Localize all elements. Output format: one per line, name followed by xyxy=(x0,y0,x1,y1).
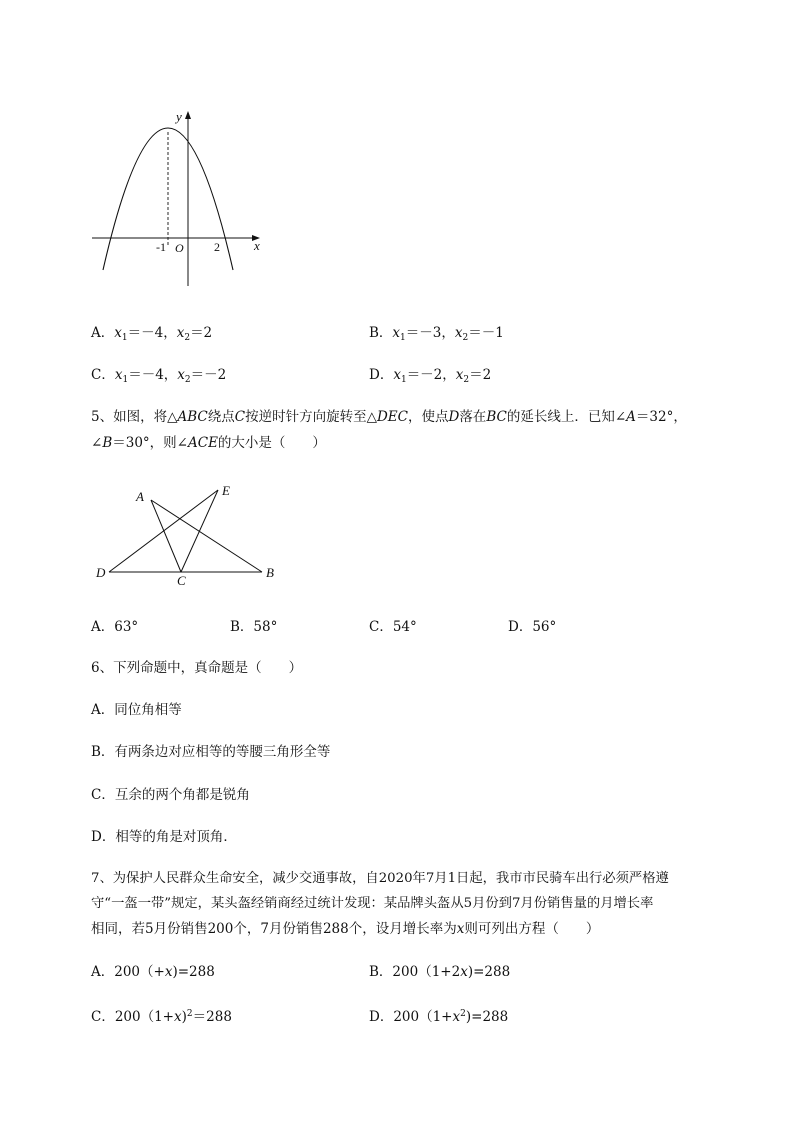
subscript: 1 xyxy=(400,375,407,385)
triangle-svg xyxy=(92,480,292,590)
triangle-figure xyxy=(92,480,292,590)
option-text: ＝2 xyxy=(469,367,492,383)
q5-option-d[interactable]: D．56° xyxy=(508,619,557,635)
subscript: 2 xyxy=(184,333,191,343)
option-letter: A． xyxy=(91,325,115,341)
segment-CE xyxy=(181,490,218,572)
q6-option-c[interactable]: C．互余的两个角都是锐角 xyxy=(91,787,250,803)
point-label-B: B xyxy=(266,565,274,580)
y-axis-label: y xyxy=(176,109,182,124)
subscript: 1 xyxy=(400,333,406,343)
var-x: x xyxy=(176,325,185,341)
point-label-C: C xyxy=(177,573,186,588)
option-text: ＝－2， xyxy=(406,367,456,383)
q6-option-d[interactable]: D．相等的角是对顶角． xyxy=(91,829,237,845)
x-axis-label: x xyxy=(254,238,260,253)
q5-option-b[interactable]: B．58° xyxy=(230,619,278,635)
parabola-svg xyxy=(88,106,268,291)
q7-option-b[interactable]: B．200（1+2x)=288 xyxy=(369,964,511,980)
tick-label-neg1: -1 xyxy=(156,240,166,254)
option-letter: B． xyxy=(369,325,393,341)
subscript: 2 xyxy=(463,375,470,385)
q7-stem-line3: 相同，若5月份销售200个，7月份销售288个，设月增长率为x则可列出方程（ ） xyxy=(91,921,600,937)
segment-DE xyxy=(109,490,218,572)
subscript: 1 xyxy=(121,333,128,343)
var-x: x xyxy=(454,325,463,341)
segment-AB xyxy=(151,500,262,572)
subscript: 1 xyxy=(122,375,129,385)
q7-option-d[interactable]: D．$200(1+x^2)=288$ xyxy=(369,1009,509,1025)
q4-option-a[interactable] xyxy=(91,324,212,347)
point-label-D: D xyxy=(96,565,106,580)
option-text: ＝－4， xyxy=(127,325,177,341)
q5-stem-line1: 5、如图，将△ABC绕点C按逆时针方向旋转至△DEC，使点D落在BC的延长线上．已知∠A＝32°， xyxy=(91,409,687,425)
tick-label-2: 2 xyxy=(214,240,220,254)
q7-stem-line2: 守“一盔一带”规定，某头盔经销商经过统计发现：某品牌头盔从5月份到7月份销售量的月增长率 xyxy=(91,896,654,911)
q7-option-c[interactable]: C．200（1+x)$^2$＝288 xyxy=(91,1009,232,1025)
subscript: 2 xyxy=(462,333,469,343)
segment-AC xyxy=(151,500,181,572)
point-label-A: A xyxy=(136,489,144,504)
option-text: ＝－1 xyxy=(468,325,504,341)
q7-option-a[interactable]: A．200（+x)=288 xyxy=(91,964,215,980)
q5-stem-line2: ∠B＝30°，则∠ACE的大小是（ ） xyxy=(91,435,326,451)
var-x: x xyxy=(114,325,122,341)
point-label-E: E xyxy=(222,483,230,498)
option-text: ＝－3， xyxy=(405,325,455,341)
q4-option-c[interactable] xyxy=(91,366,226,389)
var-x: x xyxy=(177,367,185,383)
q5-option-a[interactable]: A．63° xyxy=(91,619,139,635)
option-text: ＝－2 xyxy=(190,367,227,383)
q5-option-c[interactable]: C．54° xyxy=(369,619,417,635)
var-x: x xyxy=(392,325,401,341)
var-x: x xyxy=(114,367,123,383)
y-axis-arrow xyxy=(185,111,191,119)
option-text: ＝2 xyxy=(190,325,213,341)
q6-stem: 6、下列命题中，真命题是（ ） xyxy=(91,660,303,676)
q6-option-a[interactable]: A．同位角相等 xyxy=(91,702,182,718)
var-x: x xyxy=(455,367,464,383)
option-letter: D． xyxy=(369,367,394,383)
var-x: x xyxy=(393,367,401,383)
q6-option-b[interactable]: B．有两条边对应相等的等腰三角形全等 xyxy=(91,744,331,760)
parabola-figure xyxy=(88,106,268,291)
option-letter: C． xyxy=(91,367,115,383)
q4-option-b[interactable] xyxy=(369,324,504,347)
option-text: ＝－4， xyxy=(128,367,178,383)
origin-label: O xyxy=(175,241,184,255)
q7-stem-line1: 7、为保护人民群众生命安全，减少交通事故，自2020年7月1日起，我市市民骑车出行必须严格遵 xyxy=(91,871,669,886)
q4-option-d[interactable] xyxy=(369,366,491,389)
subscript: 2 xyxy=(184,375,191,385)
